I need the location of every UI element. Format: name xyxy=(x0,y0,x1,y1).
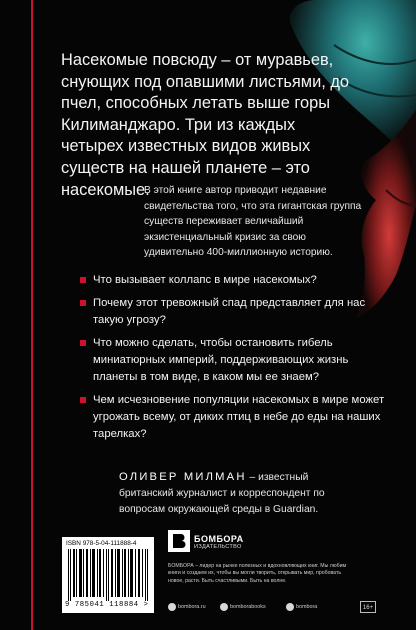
author-description: – известный британский журналист и корреспондент по вопросам окружающей среды в Guardian. xyxy=(119,472,325,515)
red-square-bullet-icon xyxy=(80,340,86,346)
question-list xyxy=(80,272,390,449)
question-text: Чем исчезновение популяции насекомых в мире может угрожать всему, от диких птиц в небе до еды на наших тарелках? xyxy=(93,394,385,440)
publisher-description: БОМБОРА – лидер на рынке полезных и вдохновляющих книг. Мы любим книги и создаем их, чтобы вы могли творить, открывать мир, пробовать новое, расти. Быть счастливыми. Быть на волне. xyxy=(168,563,347,584)
social-label: bombora.ru xyxy=(178,604,206,610)
social-link xyxy=(220,601,266,613)
social-label: bomborabooks xyxy=(230,604,266,610)
list-item xyxy=(80,272,390,289)
publisher-social-links xyxy=(168,601,363,613)
social-link xyxy=(286,601,317,613)
author-bio xyxy=(119,469,364,518)
social-link xyxy=(168,601,206,613)
list-item xyxy=(80,335,390,385)
red-square-bullet-icon xyxy=(80,277,86,283)
list-item xyxy=(80,392,390,442)
publisher-name: БОМБОРА xyxy=(194,534,244,544)
red-square-bullet-icon xyxy=(80,300,86,306)
red-square-bullet-icon xyxy=(80,397,86,403)
red-accent-line xyxy=(31,0,33,630)
barcode-number: 9 785041 118884 > xyxy=(65,601,149,609)
bombora-logo-icon xyxy=(168,530,190,552)
instagram-icon xyxy=(220,603,228,611)
age-rating-badge: 16+ xyxy=(360,601,376,613)
publisher-subtitle: ИЗДАТЕЛЬСТВО xyxy=(194,544,242,550)
isbn-text: ISBN 978-5-04-111888-4 xyxy=(66,540,137,547)
vk-icon xyxy=(286,603,294,611)
globe-icon xyxy=(168,603,176,611)
question-text: Что можно сделать, чтобы остановить гибель миниатюрных империй, поддерживающих жизнь планеты в том виде, в каком мы ее знаем? xyxy=(93,337,349,383)
list-item xyxy=(80,295,390,329)
barcode-icon xyxy=(66,549,150,603)
question-text: Что вызывает коллапс в мире насекомых? xyxy=(93,274,317,286)
lead-paragraph: Насекомые повсюду – от муравьев, снующих под опавшими листьями, до пчел, способных летать выше горы Килиманджаро. Три из каждых четырех известных видов живых существ на нашей планете – это насекомые. xyxy=(61,51,350,199)
social-label: bombora xyxy=(296,604,318,610)
author-name: ОЛИВЕР МИЛМАН xyxy=(119,471,247,483)
question-text: Почему этот тревожный спад представляет для нас такую угрозу? xyxy=(93,297,366,327)
barcode-label xyxy=(62,537,154,613)
intro-paragraph: В этой книге автор приводит недавние свидетельства того, что эта гигантская группа существ переживает величайший экзистенциальный кризис за свою удивительно 400-миллионную историю. xyxy=(144,185,362,259)
